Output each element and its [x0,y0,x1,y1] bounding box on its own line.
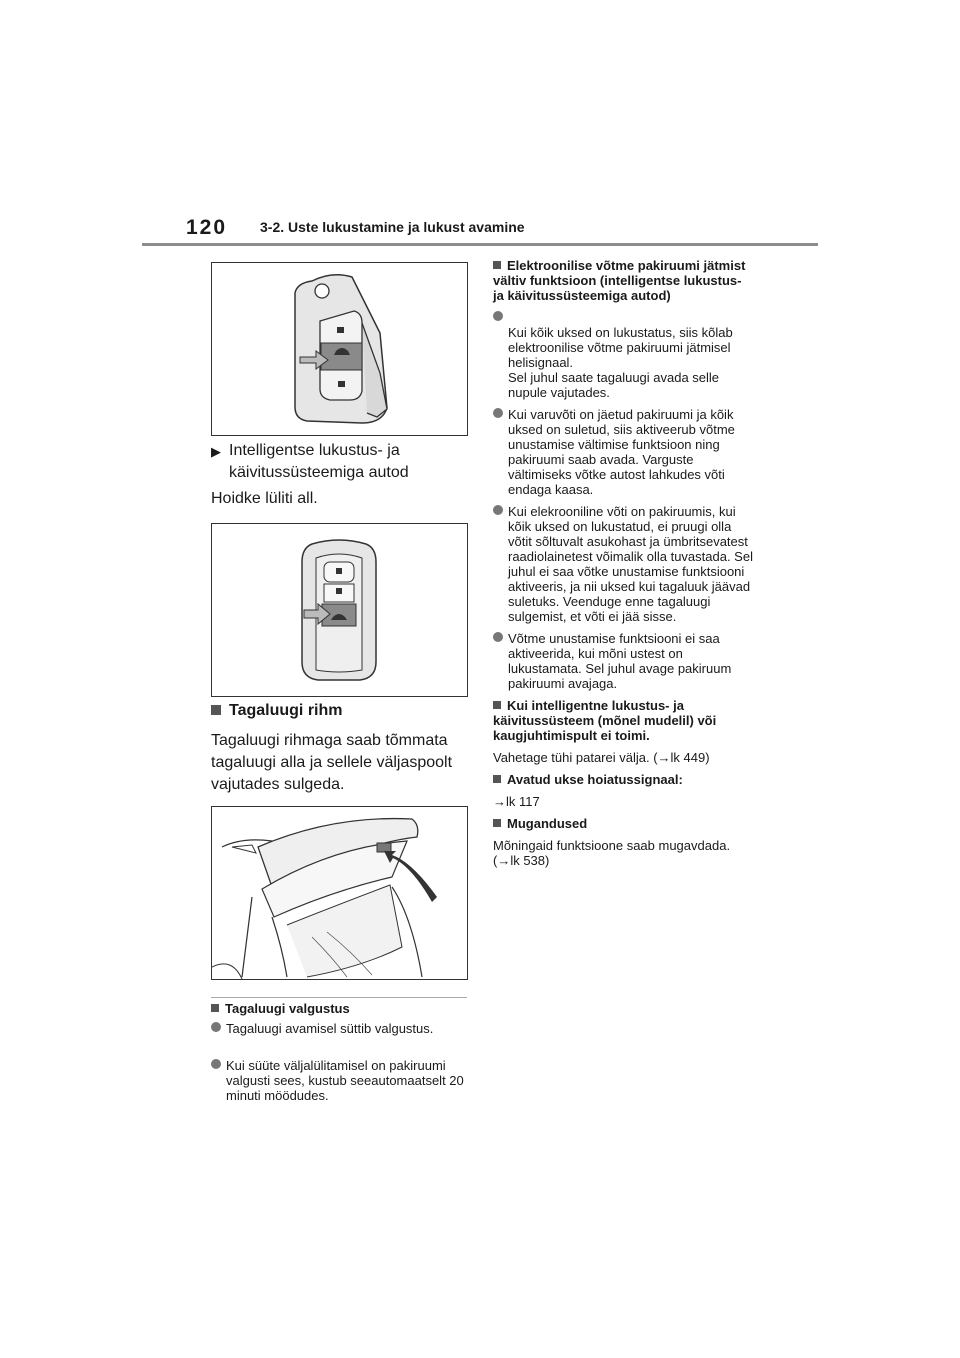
light-bullet-1 [211,1021,488,1036]
door-warning-reference: →lk 117 [493,794,540,809]
bullet-icon [493,632,503,642]
key-fob-illustration [212,263,467,435]
key-forget-bullet-3-text: Kui elekrooniline võti on pakiruumis, kui kõik uksed on lukustatud, ei pruugi olla võtit sõltuvalt asukohast ja ümbritsevatest raadiolainetest võimalik olla tuvastada. Sel juhul ei saa võtke unustamise funktsiooni aktiveeris, ja nii uksed kui tagaluuk jäävad suletuks. Veenduge enne tagaluugi sulgemist, et võti ei jää sisse. [508,504,753,624]
arrow-marker-icon: ▶ [211,444,221,459]
door-warning-heading [493,772,755,787]
customization-heading [493,816,755,831]
customization-text: Mõningaid funktsioone saab mugavdada. (→lk 538) [493,838,731,868]
system-failure-heading-text: Kui intelligentne lukustus- ja käivitussüsteem (mõnel mudelil) või kaugjuhtimispult ei toimi. [493,698,717,743]
bullet-icon [211,1059,221,1069]
hold-instruction: Hoidke lüliti all. [211,490,318,507]
square-marker-icon [211,705,221,715]
door-warning-heading-text: Avatud ukse hoiatussignaal: [507,772,683,787]
battery-reference: Vahetage tühi patarei välja. (→lk 449) [493,750,710,765]
right-column [493,258,755,875]
key-forget-bullet-4-text: Võtme unustamise funktsiooni ei saa aktiveerida, kui mõni ustest on lukustamata. Sel juhul avage pakiruum pakiruumi avajaga. [508,631,732,691]
bullet-icon [493,311,503,321]
system-failure-heading [493,698,755,743]
key-forget-heading [493,258,755,303]
smart-key-item-text: Intelligentse lukustus- ja käivitussüsteemiga autod [229,442,409,481]
trunk-figure [211,806,468,980]
square-marker-icon [493,701,501,709]
square-marker-icon [493,261,501,269]
strap-heading-text: Tagaluugi rihm [229,702,343,719]
light-bullet-2-text: Kui süüte väljalülitamisel on pakiruumi valgusti sees, kustub seeautomaatselt 20 minuti möödudes. [226,1058,464,1103]
square-marker-icon [493,775,501,783]
square-marker-icon [493,819,501,827]
key-forget-bullet-2-text: Kui varuvõti on jäetud pakiruumi ja kõik uksed on suletud, siis aktiveerub võtme unustamise vältimise funktsioon ning pakiruumi saab avada. Varguste vältimiseks võtke autost lahkudes võti endaga kaasa. [508,407,735,497]
strap-body: Tagaluugi rihmaga saab tõmmata tagaluugi alla ja sellele väljaspoolt vajutades sulgeda. [211,732,453,793]
section-title: 3-2. Uste lukustamine ja lukust avamine [260,219,525,235]
key-forget-bullet-2 [493,407,755,497]
header-divider [142,243,818,246]
key-forget-bullet-4 [493,631,755,691]
notes-divider [211,997,467,998]
light-bullet-2 [211,1058,488,1103]
customization-heading-text: Mugandused [507,816,588,831]
smart-key-figure [211,523,468,697]
bullet-icon [493,408,503,418]
light-bullet-1-text: Tagaluugi avamisel süttib valgustus. [226,1021,434,1036]
light-heading [211,1001,350,1016]
key-forget-bullet-3 [493,504,755,624]
key-forget-bullet-1 [493,310,755,400]
square-marker-icon [211,1004,219,1012]
strap-heading [211,702,342,720]
bullet-icon [493,505,503,515]
bullet-icon [211,1022,221,1032]
key-forget-bullet-1-text: Kui kõik uksed on lukustatus, siis kõlab elektroonilise võtme pakiruumi jätmisel helisignaal. Sel juhul saate tagaluugi avada selle nupule vajutades. [508,325,733,400]
key-forget-heading-text: Elektroonilise võtme pakiruumi jätmist vältiv funktsioon (intelligentse lukustus- ja käivitussüsteemiga autod) [493,258,746,303]
page-number: 120 [186,216,228,239]
light-heading-text: Tagaluugi valgustus [225,1001,350,1016]
smart-key-illustration [212,524,467,696]
smart-key-item [211,440,471,484]
key-fob-figure [211,262,468,436]
trunk-strap-illustration [212,807,467,979]
